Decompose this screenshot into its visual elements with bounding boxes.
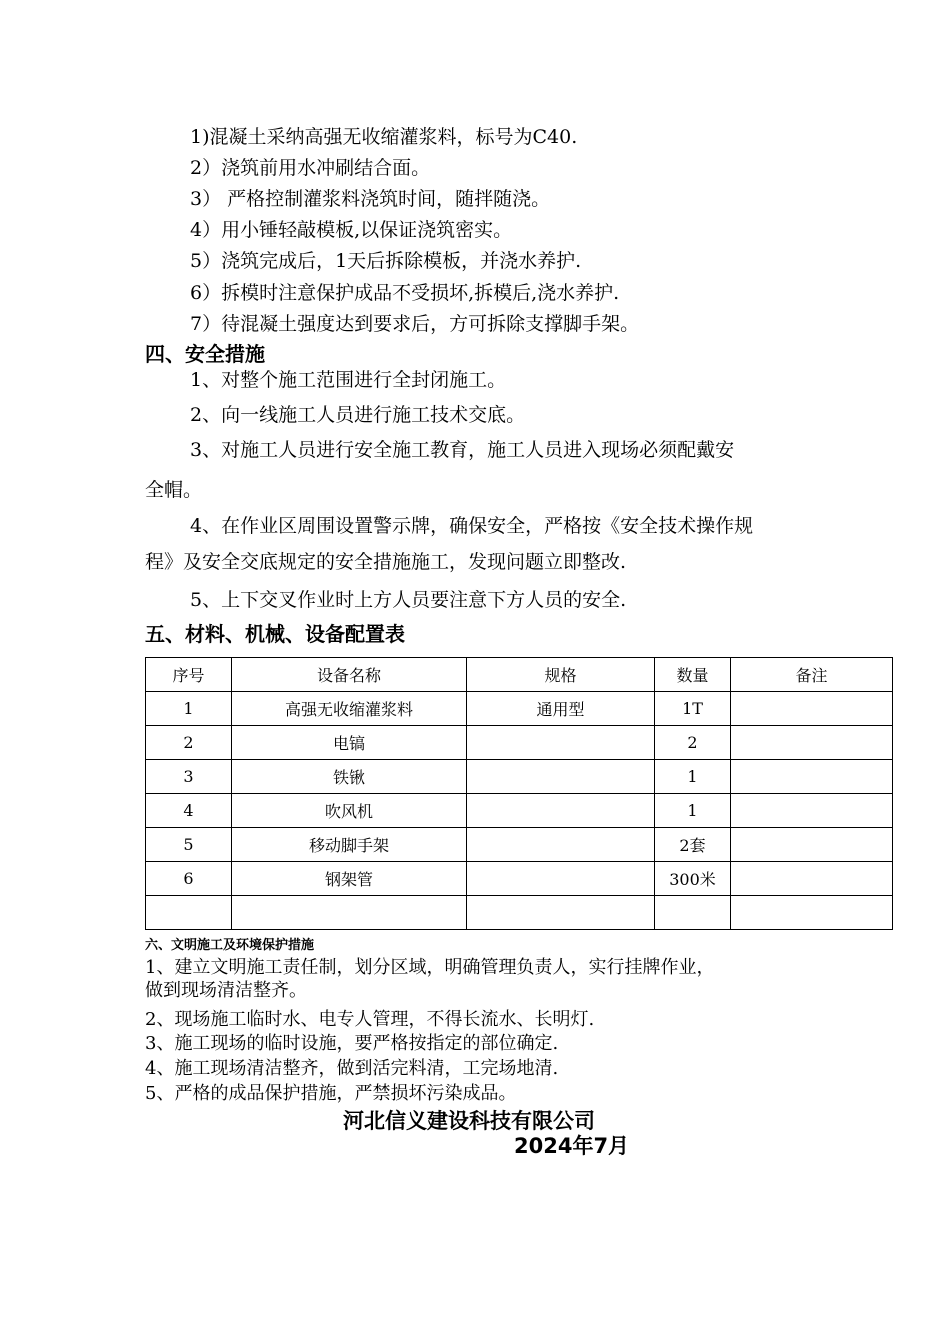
cell-spec (467, 794, 655, 828)
safety-item-4-line1: 4、在作业区周围设置警示牌，确保安全，严格按《安全技术操作规 (190, 515, 754, 537)
step-1: 1)混凝土采纳高强无收缩灌浆料，标号为C40. (190, 126, 578, 148)
cell-name: 电镐 (232, 726, 467, 760)
cell-spec (467, 760, 655, 794)
cell-quantity: 1 (655, 794, 731, 828)
table-row (146, 828, 893, 862)
table-row (146, 794, 893, 828)
cell-quantity: 2 (655, 726, 731, 760)
cell-name: 高强无收缩灌浆料 (232, 692, 467, 726)
header-quantity: 数量 (655, 658, 731, 692)
cell-index: 5 (146, 828, 232, 862)
header-name: 设备名称 (232, 658, 467, 692)
cell-quantity: 1T (655, 692, 731, 726)
cell-name (232, 896, 467, 930)
civil-line-2: 做到现场清洁整齐。 (145, 980, 307, 1001)
safety-item-3-line2: 全帽。 (145, 479, 203, 501)
cell-name: 钢架管 (232, 862, 467, 896)
cell-index: 1 (146, 692, 232, 726)
cell-remarks (731, 794, 893, 828)
civil-line-6: 5、严格的成品保护措施，严禁损坏污染成品。 (145, 1083, 517, 1104)
safety-item-1: 1、对整个施工范围进行全封闭施工。 (190, 369, 507, 391)
cell-remarks (731, 726, 893, 760)
cell-spec (467, 828, 655, 862)
cell-name: 吹风机 (232, 794, 467, 828)
safety-item-5: 5、上下交叉作业时上方人员要注意下方人员的安全. (190, 589, 627, 611)
safety-item-3-line1: 3、对施工人员进行安全施工教育，施工人员进入现场必须配戴安 (190, 439, 735, 461)
document-date: 2024年7月 (514, 1134, 630, 1158)
header-spec: 规格 (467, 658, 655, 692)
cell-remarks (731, 760, 893, 794)
step-6: 6）拆模时注意保护成品不受损坏,拆模后,浇水养护. (190, 282, 620, 304)
cell-index (146, 896, 232, 930)
company-name: 河北信义建设科技有限公司 (343, 1109, 595, 1133)
cell-index: 2 (146, 726, 232, 760)
cell-name: 移动脚手架 (232, 828, 467, 862)
cell-remarks (731, 828, 893, 862)
cell-index: 3 (146, 760, 232, 794)
cell-spec: 通用型 (467, 692, 655, 726)
cell-spec (467, 862, 655, 896)
cell-spec (467, 726, 655, 760)
safety-item-4-line2: 程》及安全交底规定的安全措施施工，发现问题立即整改. (145, 551, 627, 573)
header-index: 序号 (146, 658, 232, 692)
cell-spec (467, 896, 655, 930)
equipment-table (145, 657, 893, 930)
table-row (146, 726, 893, 760)
step-4: 4）用小锤轻敲模板,以保证浇筑密实。 (190, 219, 513, 241)
step-7: 7）待混凝土强度达到要求后，方可拆除支撑脚手架。 (190, 313, 640, 335)
section6-heading: 六、文明施工及环境保护措施 (145, 938, 315, 953)
civil-line-3: 2、现场施工临时水、电专人管理，不得长流水、长明灯. (145, 1009, 595, 1030)
table-row (146, 862, 893, 896)
cell-index: 4 (146, 794, 232, 828)
table-header-row (146, 658, 893, 692)
cell-remarks (731, 862, 893, 896)
section4-heading: 四、安全措施 (145, 342, 265, 366)
table-row (146, 760, 893, 794)
civil-line-1: 1、建立文明施工责任制，划分区域，明确管理负责人，实行挂牌作业， (145, 957, 715, 978)
step-2: 2）浇筑前用水冲刷结合面。 (190, 157, 431, 179)
table-row (146, 692, 893, 726)
cell-name: 铁锹 (232, 760, 467, 794)
civil-line-4: 3、施工现场的临时设施，要严格按指定的部位确定. (145, 1033, 559, 1054)
header-remarks: 备注 (731, 658, 893, 692)
section5-heading: 五、材料、机械、设备配置表 (145, 622, 405, 646)
step-5: 5）浇筑完成后，1天后拆除模板，并浇水养护. (190, 250, 582, 272)
cell-index: 6 (146, 862, 232, 896)
cell-quantity: 2套 (655, 828, 731, 862)
safety-item-2: 2、向一线施工人员进行施工技术交底。 (190, 404, 526, 426)
civil-line-5: 4、施工现场清洁整齐，做到活完料清，工完场地清. (145, 1058, 559, 1079)
cell-quantity: 300米 (655, 862, 731, 896)
cell-remarks (731, 692, 893, 726)
table-row-empty (146, 896, 893, 930)
cell-quantity: 1 (655, 760, 731, 794)
step-3: 3） 严格控制灌浆料浇筑时间，随拌随浇。 (190, 188, 551, 210)
cell-remarks (731, 896, 893, 930)
cell-quantity (655, 896, 731, 930)
